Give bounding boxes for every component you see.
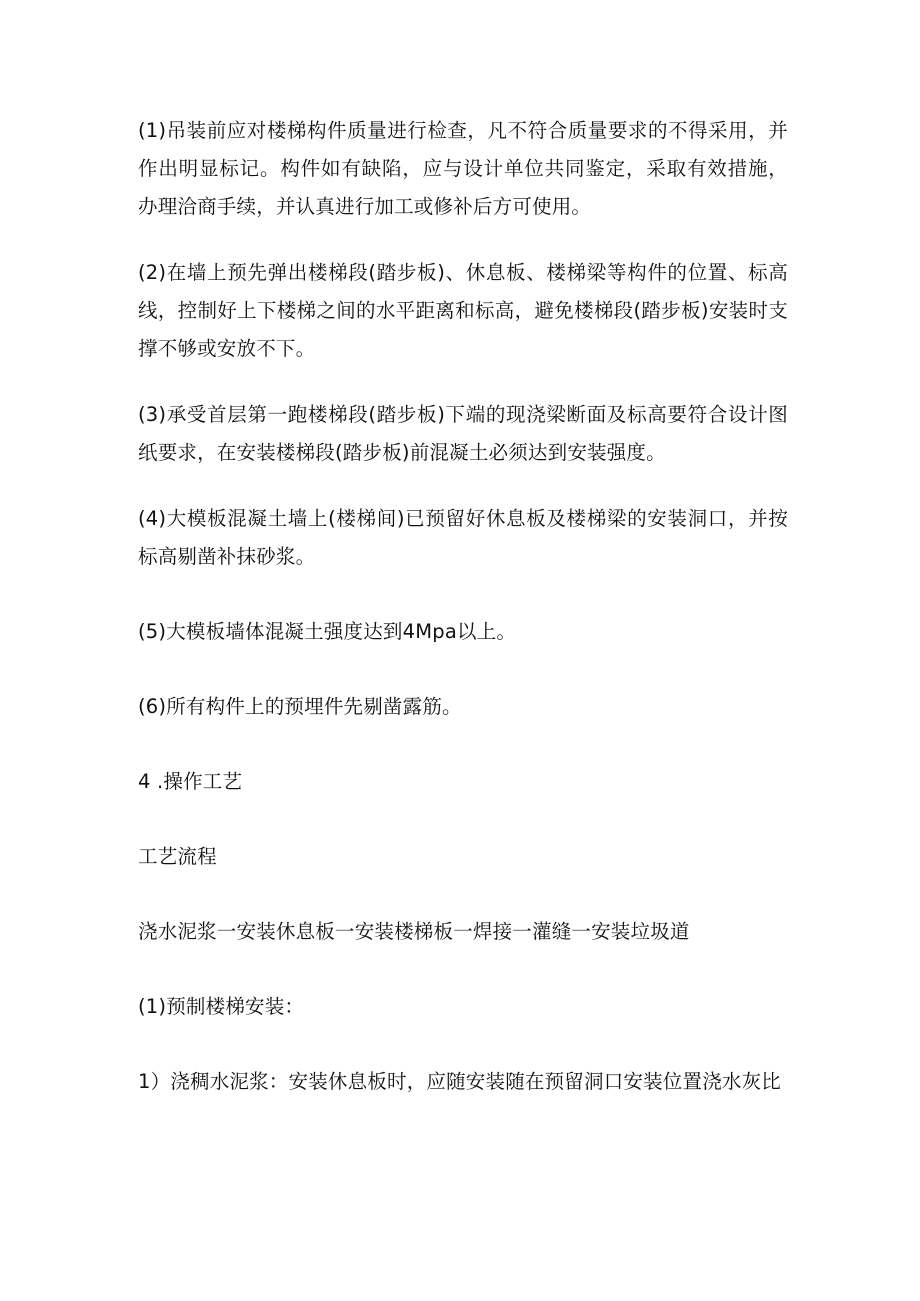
paragraph-embedded-parts: (6)所有构件上的预埋件先剔凿露筋。	[138, 695, 462, 718]
document-body	[138, 112, 788, 1101]
paragraph-wall-strength: (5)大模板墙体混凝土强度达到4Mpa以上。	[138, 620, 517, 643]
section-heading-operation: 4 .操作工艺	[138, 770, 243, 793]
paragraph-precast-installation: (1)预制楼梯安装：	[138, 995, 305, 1018]
paragraph-check-quality: (1)吊装前应对楼梯构件质量进行检查，凡不符合质量要求的不得采用，并作出明显标记。构件如有缺陷，应与设计单位共同鉴定，采取有效措施，办理洽商手续，并认真进行加工或修补后方可使用。	[138, 119, 788, 218]
paragraph-reserved-openings: (4)大模板混凝土墙上(楼梯间)已预留好休息板及楼梯梁的安装洞口，并按标高剔凿补抹砂浆。	[138, 507, 788, 568]
paragraph-cast-beam: (3)承受首层第一跑楼梯段(踏步板)下端的现浇梁断面及标高要符合设计图纸要求，在安装楼梯段(踏步板)前混凝土必须达到安装强度。	[138, 403, 788, 464]
paragraph-cement-slurry: 1）浇稠水泥浆：安装休息板时，应随安装随在预留洞口安装位置浇水灰比	[138, 1070, 782, 1093]
paragraph-process-sequence: 浇水泥浆一安装休息板一安装楼梯板一焊接一灌缝一安装垃圾道	[138, 920, 690, 943]
subheading-process-flow: 工艺流程	[138, 845, 217, 868]
paragraph-snap-lines: (2)在墙上预先弹出楼梯段(踏步板)、休息板、楼梯梁等构件的位置、标高线，控制好上下楼梯之间的水平距离和标高，避免楼梯段(踏步板)安装时支撑不够或安放不下。	[138, 261, 788, 360]
